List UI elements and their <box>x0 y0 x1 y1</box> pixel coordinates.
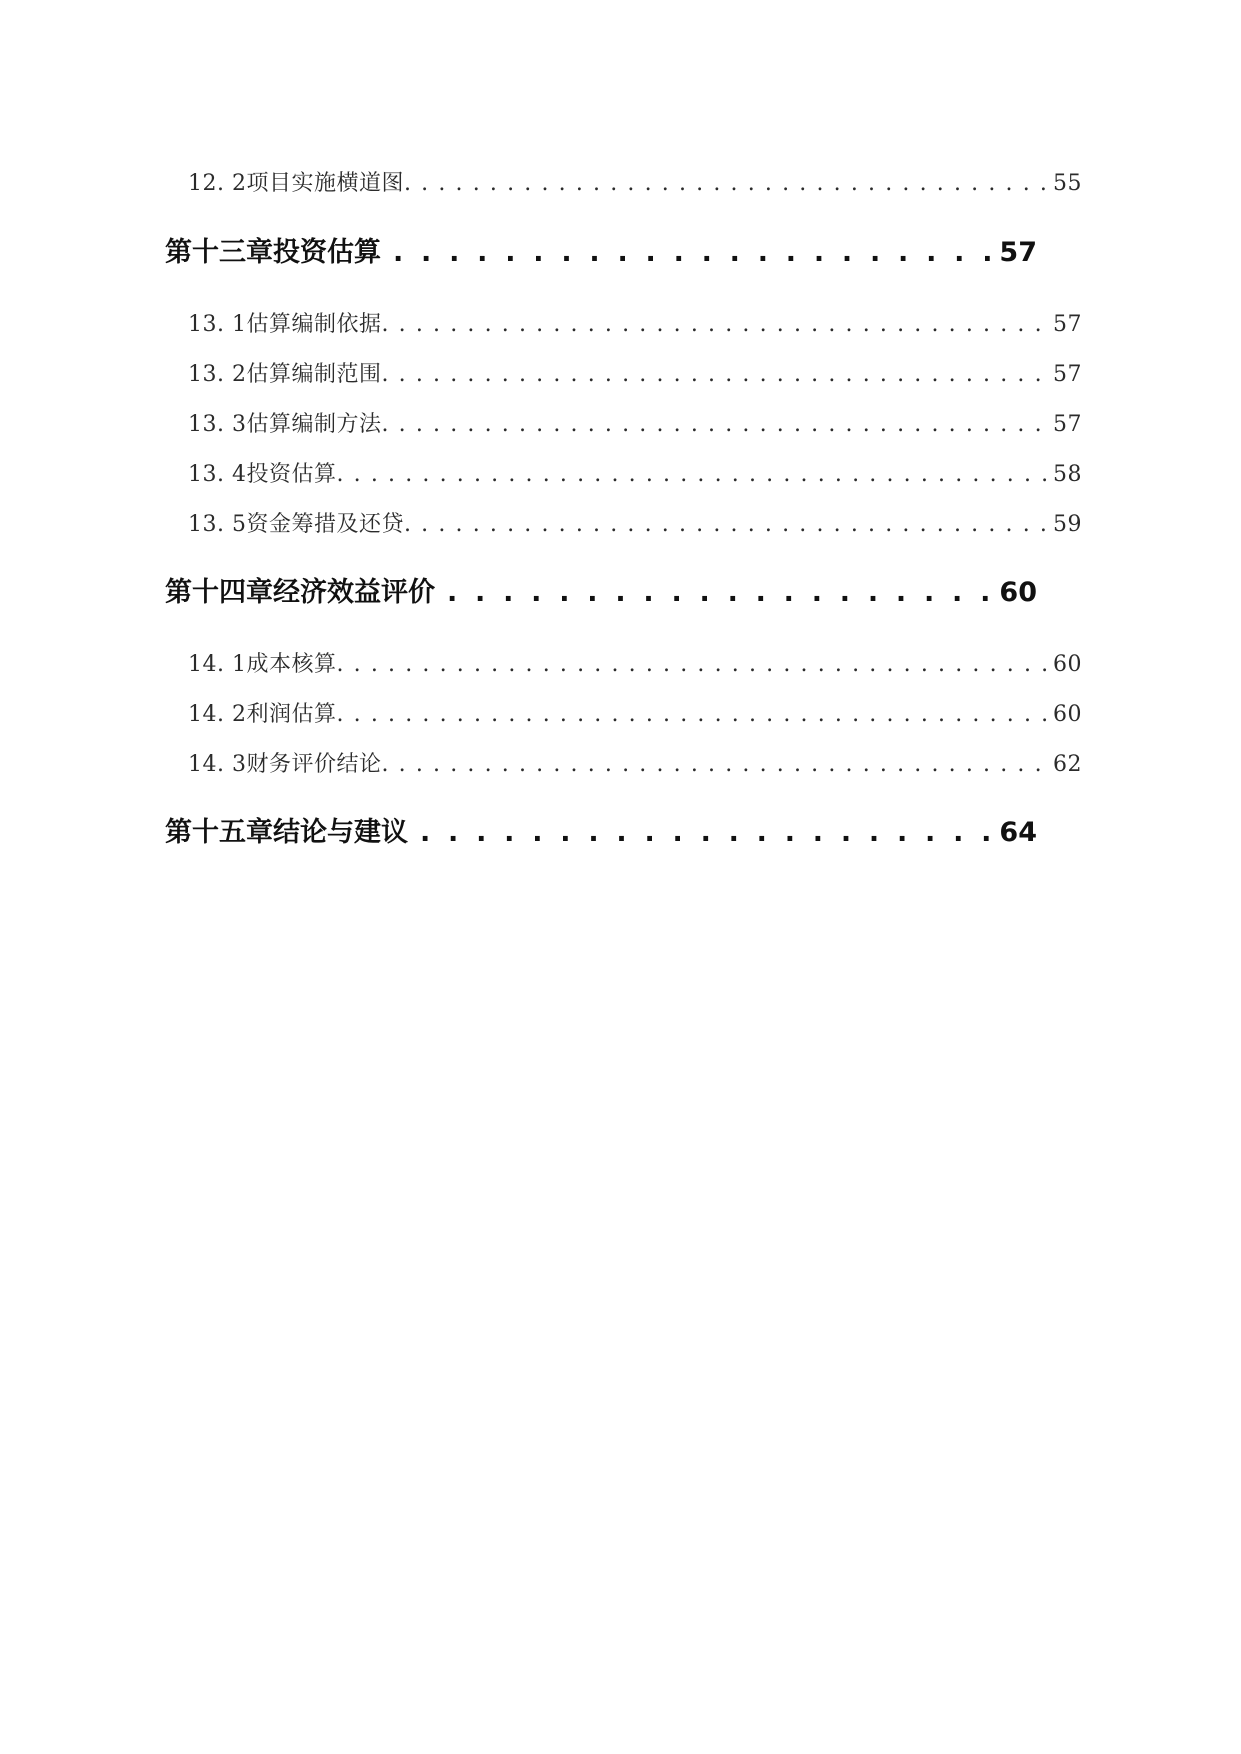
toc-entry-13-5[interactable] <box>188 507 1082 538</box>
toc-dot-leader <box>382 362 1052 387</box>
toc-entry-13-2[interactable] <box>188 357 1082 388</box>
toc-page-number: 57 <box>1053 412 1082 437</box>
toc-dot-leader <box>420 817 993 848</box>
toc-chapter-number: 第十三章 <box>165 237 273 268</box>
toc-page-number: 57 <box>1053 362 1082 387</box>
toc-page-number: 58 <box>1053 462 1082 487</box>
toc-dot-leader <box>382 312 1052 337</box>
toc-chapter-title: 结论与建议 <box>273 817 408 848</box>
toc-section-number: 13. 1 <box>188 312 247 337</box>
toc-dot-leader <box>337 652 1052 677</box>
toc-dot-leader <box>393 237 993 268</box>
toc-entry-13-1[interactable] <box>188 307 1082 338</box>
toc-dot-leader <box>382 752 1052 777</box>
toc-section-title: 估算编制方法 <box>246 412 382 437</box>
toc-dot-leader <box>404 171 1051 196</box>
toc-dot-leader <box>447 577 993 608</box>
toc-section-title: 资金筹措及还贷 <box>246 512 404 537</box>
toc-chapter-number: 第十四章 <box>165 577 273 608</box>
toc-chapter-14[interactable] <box>165 570 1037 609</box>
toc-section-number: 13. 3 <box>188 412 247 437</box>
toc-section-title: 投资估算 <box>246 462 337 487</box>
toc-dot-leader <box>337 702 1052 727</box>
toc-section-number: 14. 1 <box>188 652 247 677</box>
toc-chapter-13[interactable] <box>165 230 1037 269</box>
toc-entry-14-1[interactable] <box>188 647 1082 678</box>
toc-dot-leader <box>337 462 1052 487</box>
toc-section-number: 13. 5 <box>188 512 247 537</box>
toc-page-number: 64 <box>999 817 1037 848</box>
toc-page-number: 60 <box>1053 702 1082 727</box>
toc-section-title: 估算编制范围 <box>246 362 382 387</box>
toc-chapter-title: 经济效益评价 <box>273 577 435 608</box>
toc-entry-12-2[interactable] <box>188 166 1082 197</box>
toc-entry-14-3[interactable] <box>188 747 1082 778</box>
toc-page-number: 57 <box>1053 312 1082 337</box>
toc-section-title: 项目实施横道图 <box>246 171 404 196</box>
toc-section-number: 13. 2 <box>188 362 247 387</box>
toc-entry-13-3[interactable] <box>188 407 1082 438</box>
toc-section-number: 13. 4 <box>188 462 247 487</box>
toc-dot-leader <box>382 412 1052 437</box>
toc-section-number: 12. 2 <box>188 171 247 196</box>
toc-page-number: 57 <box>999 237 1037 268</box>
toc-chapter-number: 第十五章 <box>165 817 273 848</box>
toc-chapter-title: 投资估算 <box>273 237 381 268</box>
toc-section-title: 利润估算 <box>246 702 337 727</box>
toc-section-title: 估算编制依据 <box>246 312 382 337</box>
toc-section-title: 成本核算 <box>246 652 337 677</box>
toc-dot-leader <box>404 512 1051 537</box>
toc-section-number: 14. 2 <box>188 702 247 727</box>
toc-page-number: 60 <box>999 577 1037 608</box>
toc-section-title: 财务评价结论 <box>246 752 382 777</box>
toc-section-number: 14. 3 <box>188 752 247 777</box>
toc-page-number: 55 <box>1053 171 1082 196</box>
toc-entry-14-2[interactable] <box>188 697 1082 728</box>
toc-page-number: 62 <box>1053 752 1082 777</box>
toc-chapter-15[interactable] <box>165 810 1037 849</box>
toc-entry-13-4[interactable] <box>188 457 1082 488</box>
toc-page-number: 60 <box>1053 652 1082 677</box>
toc-page-number: 59 <box>1053 512 1082 537</box>
